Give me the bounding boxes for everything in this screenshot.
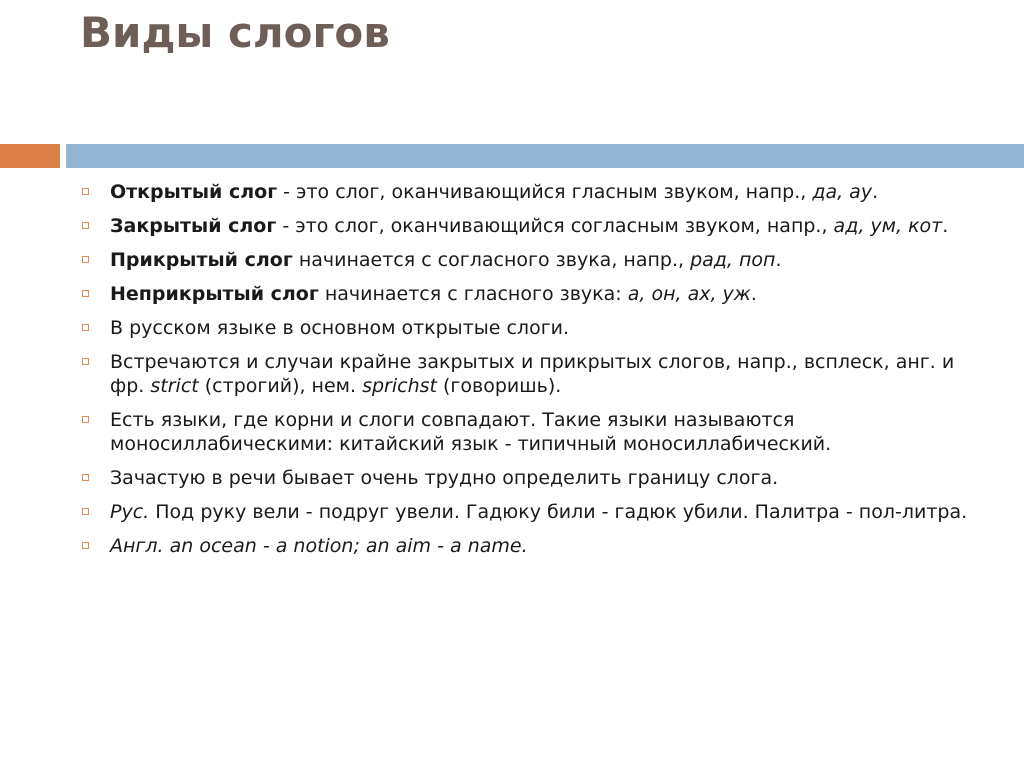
example: рад, поп	[690, 249, 776, 271]
definition: начинается с гласного звука:	[318, 283, 628, 305]
list-item-closed-covered-cases	[80, 350, 970, 398]
list-item-english-examples	[80, 534, 970, 558]
orange-accent-bar	[0, 144, 60, 168]
slide-title: Виды слогов	[80, 8, 390, 57]
example-sprichst: sprichst	[362, 375, 437, 397]
statement: Встречаются и случаи крайне закрытых и прикрытых слогов, напр., всплеск, анг. и фр.	[110, 351, 955, 397]
statement-continued: (строгий), нем.	[198, 375, 363, 397]
definition: начинается с согласного звука, напр.,	[292, 249, 691, 271]
bullet-list	[80, 180, 970, 568]
statement: Под руку вели - подруг увели. Гадюку били - гадюк убили. Палитра - пол-литра.	[149, 501, 968, 523]
list-item-open-syllable	[80, 180, 970, 204]
square-bullet-icon	[82, 290, 89, 297]
list-item-closed-syllable	[80, 214, 970, 238]
square-bullet-icon	[82, 188, 89, 195]
list-item-russian-examples	[80, 500, 970, 524]
statement: Есть языки, где корни и слоги совпадают. Такие языки называются моносиллабическими: китайский язык - типичный моносиллабический.	[110, 409, 832, 455]
punctuation: .	[750, 283, 757, 305]
example-strict: strict	[150, 375, 199, 397]
punctuation: .	[942, 215, 949, 237]
list-item-russian-open	[80, 316, 970, 340]
list-item-covered-syllable	[80, 248, 970, 272]
list-item-uncovered-syllable	[80, 282, 970, 306]
definition: - это слог, оканчивающийся согласным звуком, напр.,	[276, 215, 834, 237]
square-bullet-icon	[82, 358, 89, 365]
term: Неприкрытый слог	[110, 283, 319, 305]
definition: - это слог, оканчивающийся гласным звуком, напр.,	[277, 181, 813, 203]
punctuation: .	[872, 181, 879, 203]
square-bullet-icon	[82, 542, 89, 549]
term: Закрытый слог	[110, 215, 277, 237]
example: а, он, ах, уж	[627, 283, 751, 305]
square-bullet-icon	[82, 508, 89, 515]
list-item-monosyllabic	[80, 408, 970, 456]
square-bullet-icon	[82, 416, 89, 423]
square-bullet-icon	[82, 474, 89, 481]
blue-divider-bar	[66, 144, 1024, 168]
list-item-boundary	[80, 466, 970, 490]
statement: В русском языке в основном открытые слоги.	[110, 317, 570, 339]
square-bullet-icon	[82, 324, 89, 331]
punctuation: .	[775, 249, 782, 271]
square-bullet-icon	[82, 256, 89, 263]
example: Англ. an ocean - a notion; an aim - a name.	[110, 535, 528, 557]
term: Прикрытый слог	[110, 249, 293, 271]
term: Открытый слог	[110, 181, 278, 203]
language-label: Рус.	[110, 501, 150, 523]
example: ад, ум, кот	[833, 215, 943, 237]
statement: Зачастую в речи бывает очень трудно определить границу слога.	[110, 467, 779, 489]
example: да, ау	[812, 181, 873, 203]
statement-end: (говоришь).	[436, 375, 562, 397]
square-bullet-icon	[82, 222, 89, 229]
